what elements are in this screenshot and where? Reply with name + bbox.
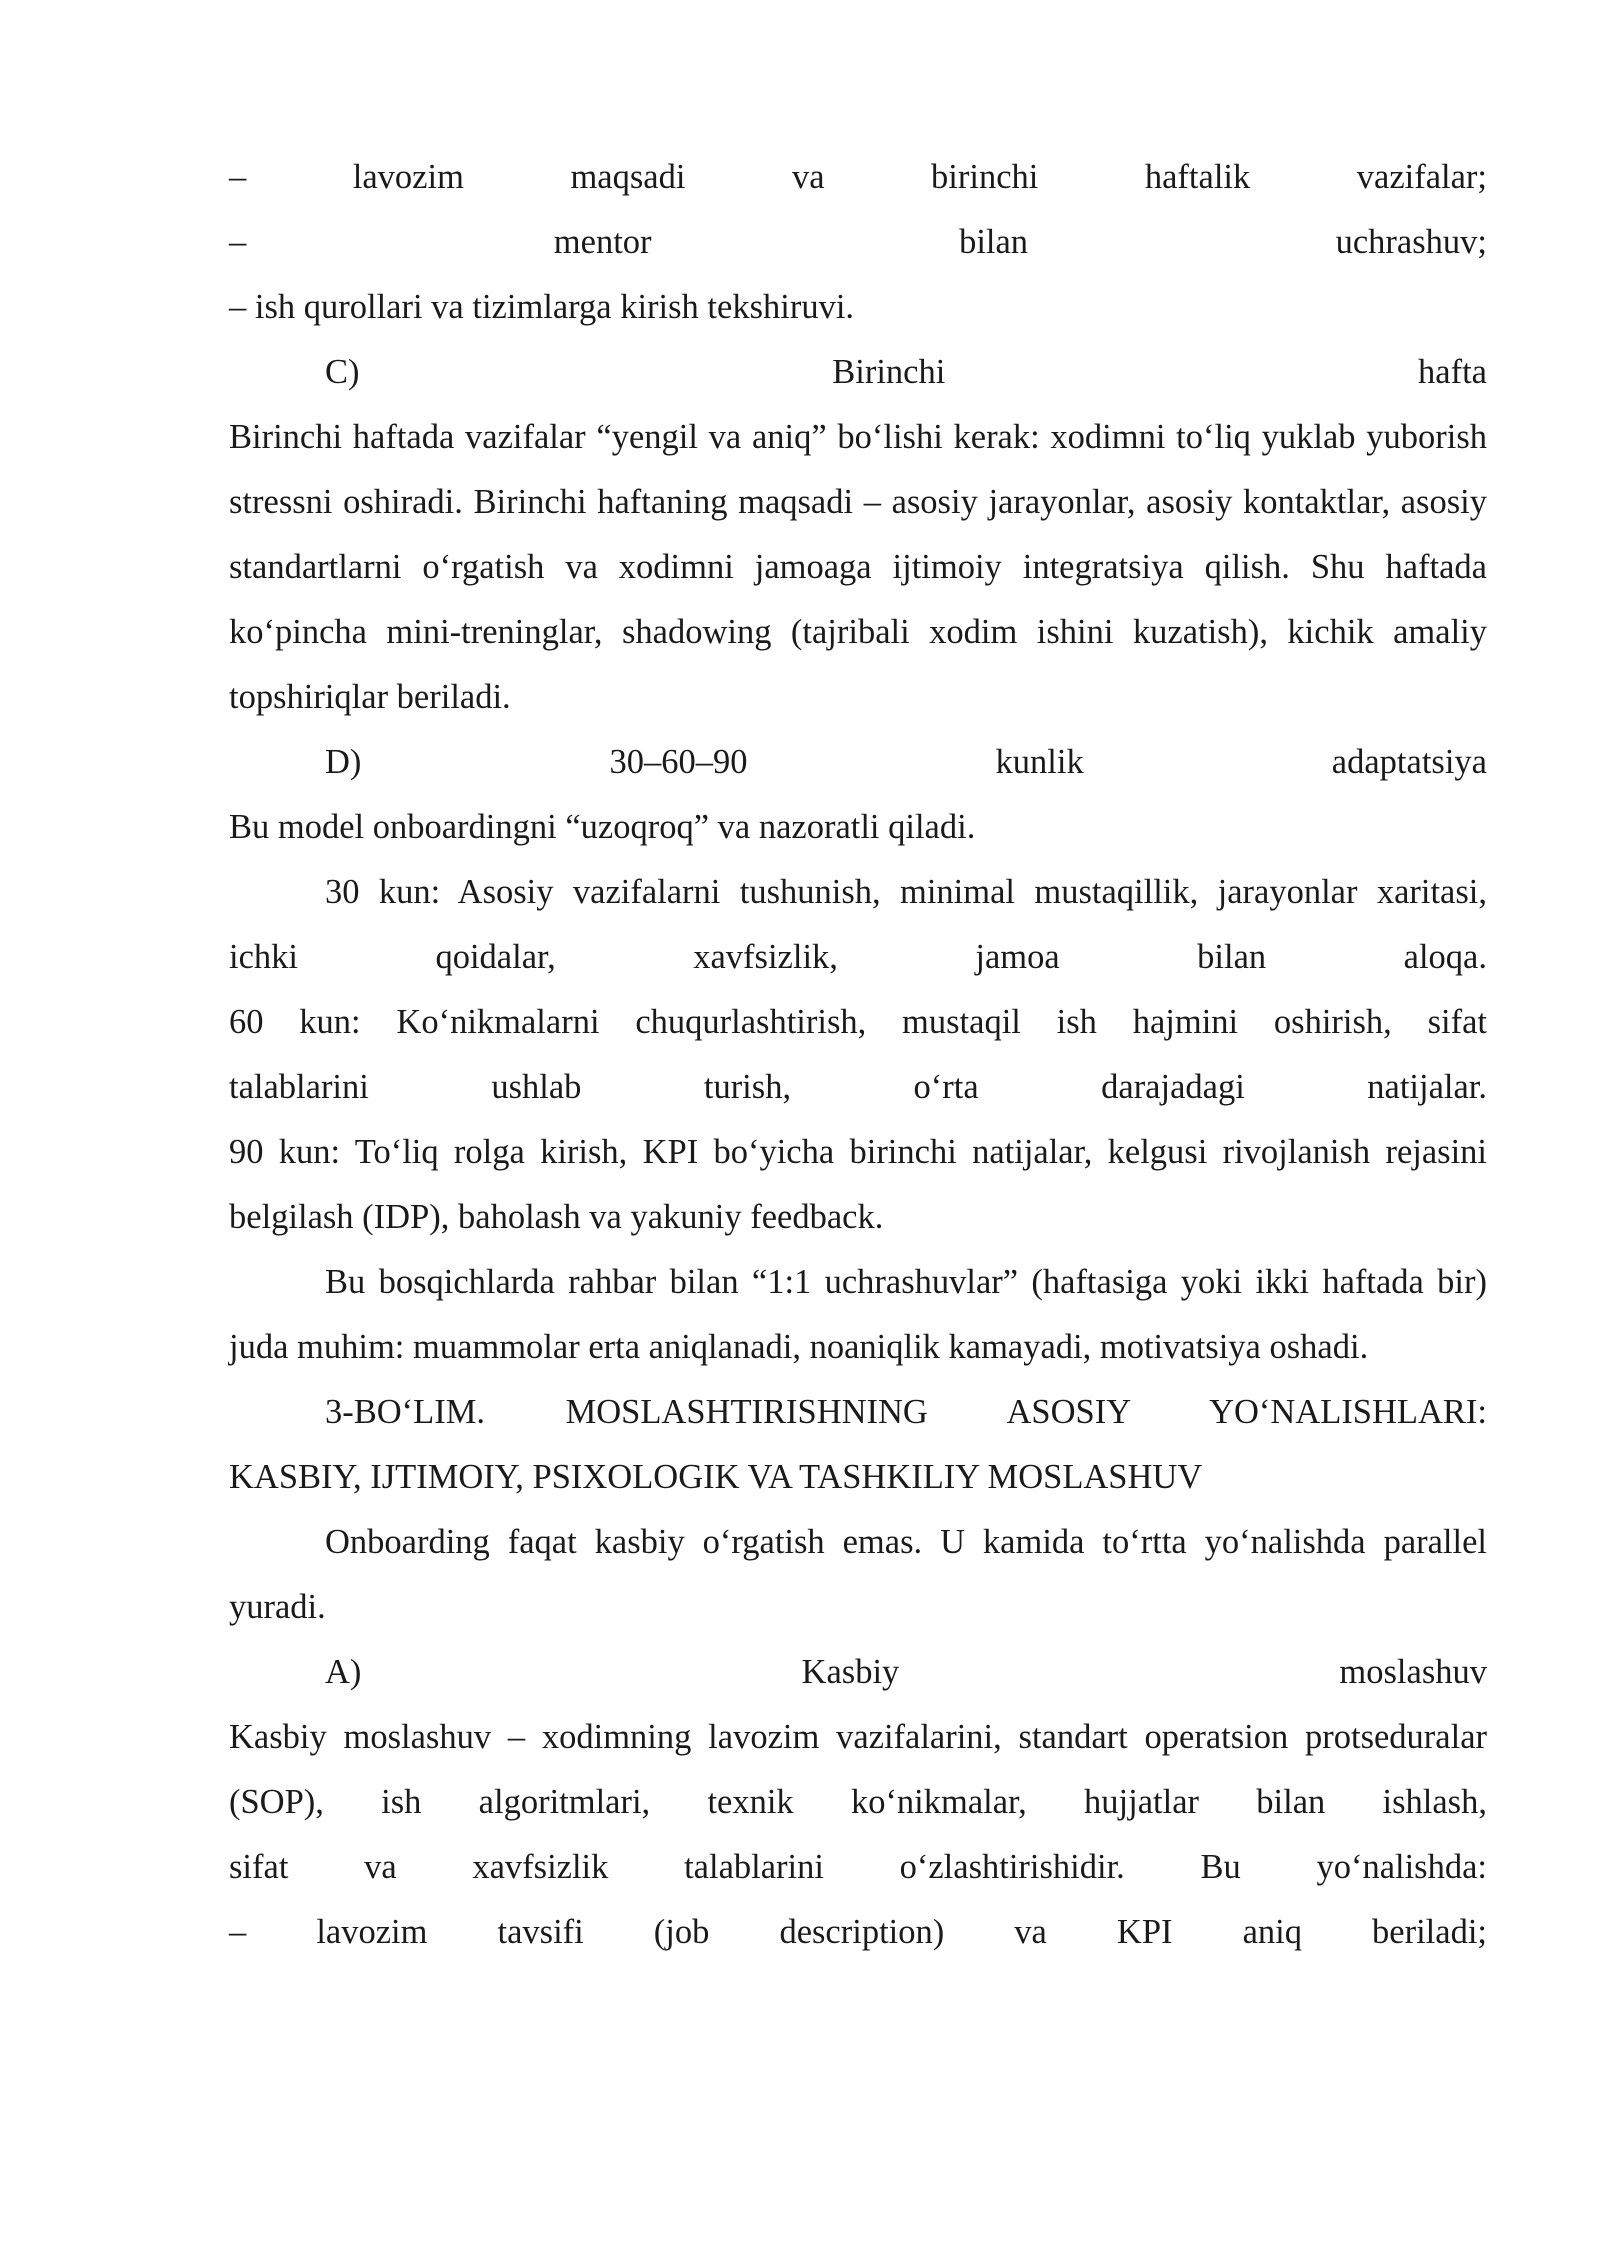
- document-page: [229, 145, 1487, 1965]
- paragraph: Onboarding faqat kasbiy o‘rgatish emas. U kamida to‘rtta yo‘nalishda parallel yuradi.: [229, 1523, 1487, 1626]
- section-heading: 3-BO‘LIM. MOSLASHTIRISHNING ASOSIY YO‘NALISHLARI:: [325, 1393, 1487, 1431]
- paragraph-line: Bu model onboardingni “uzoqroq” va nazoratli qiladi.: [229, 808, 976, 846]
- paragraph-line: sifat va xavfsizlik talablarini o‘zlashtirishidir. Bu yo‘nalishda:: [229, 1848, 1487, 1886]
- paragraph-line: 60 kun: Ko‘nikmalarni chuqurlashtirish, mustaqil ish hajmini oshirish, sifat: [229, 1003, 1487, 1041]
- paragraph-line: 30 kun: Asosiy vazifalarni tushunish, minimal mustaqillik, jarayonlar xaritasi,: [325, 873, 1487, 911]
- bullet-line: – mentor bilan uchrashuv;: [229, 223, 1487, 261]
- paragraph: Bu bosqichlarda rahbar bilan “1:1 uchrashuvlar” (haftasiga yoki ikki haftada bir) juda muhim: muammolar erta aniqlanadi, noaniqlik kamayadi, motivatsiya oshadi.: [229, 1263, 1487, 1366]
- paragraph: Kasbiy moslashuv – xodimning lavozim vazifalarini, standart operatsion protseduralar (SOP), ish algoritmlari, texnik ko‘nikmalar, hujjatlar bilan ishlash,: [229, 1718, 1487, 1821]
- section-heading: KASBIY, IJTIMOIY, PSIXOLOGIK VA TASHKILIY MOSLASHUV: [229, 1458, 1203, 1496]
- subheading: D) 30–60–90 kunlik adaptatsiya: [325, 743, 1487, 781]
- subheading: A) Kasbiy moslashuv: [325, 1653, 1487, 1691]
- paragraph: 90 kun: To‘liq rolga kirish, KPI bo‘yicha birinchi natijalar, kelgusi rivojlanish rejasini belgilash (IDP), baholash va yakuniy feedback.: [229, 1133, 1487, 1236]
- bullet-line: – ish qurollari va tizimlarga kirish tekshiruvi.: [229, 288, 855, 326]
- paragraph: Birinchi haftada vazifalar “yengil va aniq” bo‘lishi kerak: xodimni to‘liq yuklab yuborish stressni oshiradi. Birinchi haftaning maqsadi – asosiy jarayonlar, asosiy kontaktlar, asosiy standartlarni o‘rgatish va xodimni jamoaga ijtimoiy integratsiya qilish. Shu haftada ko‘pincha mini-treninglar, shadowing (tajribali xodim ishini kuzatish), kichik amaliy topshiriqlar beriladi.: [229, 418, 1487, 716]
- paragraph-line: talablarini ushlab turish, o‘rta darajadagi natijalar.: [229, 1068, 1487, 1106]
- paragraph-line: ichki qoidalar, xavfsizlik, jamoa bilan aloqa.: [229, 938, 1487, 976]
- subheading: C) Birinchi hafta: [325, 353, 1487, 391]
- bullet-line: – lavozim maqsadi va birinchi haftalik vazifalar;: [229, 158, 1487, 196]
- bullet-line: – lavozim tavsifi (job description) va KPI aniq beriladi;: [229, 1913, 1487, 1951]
